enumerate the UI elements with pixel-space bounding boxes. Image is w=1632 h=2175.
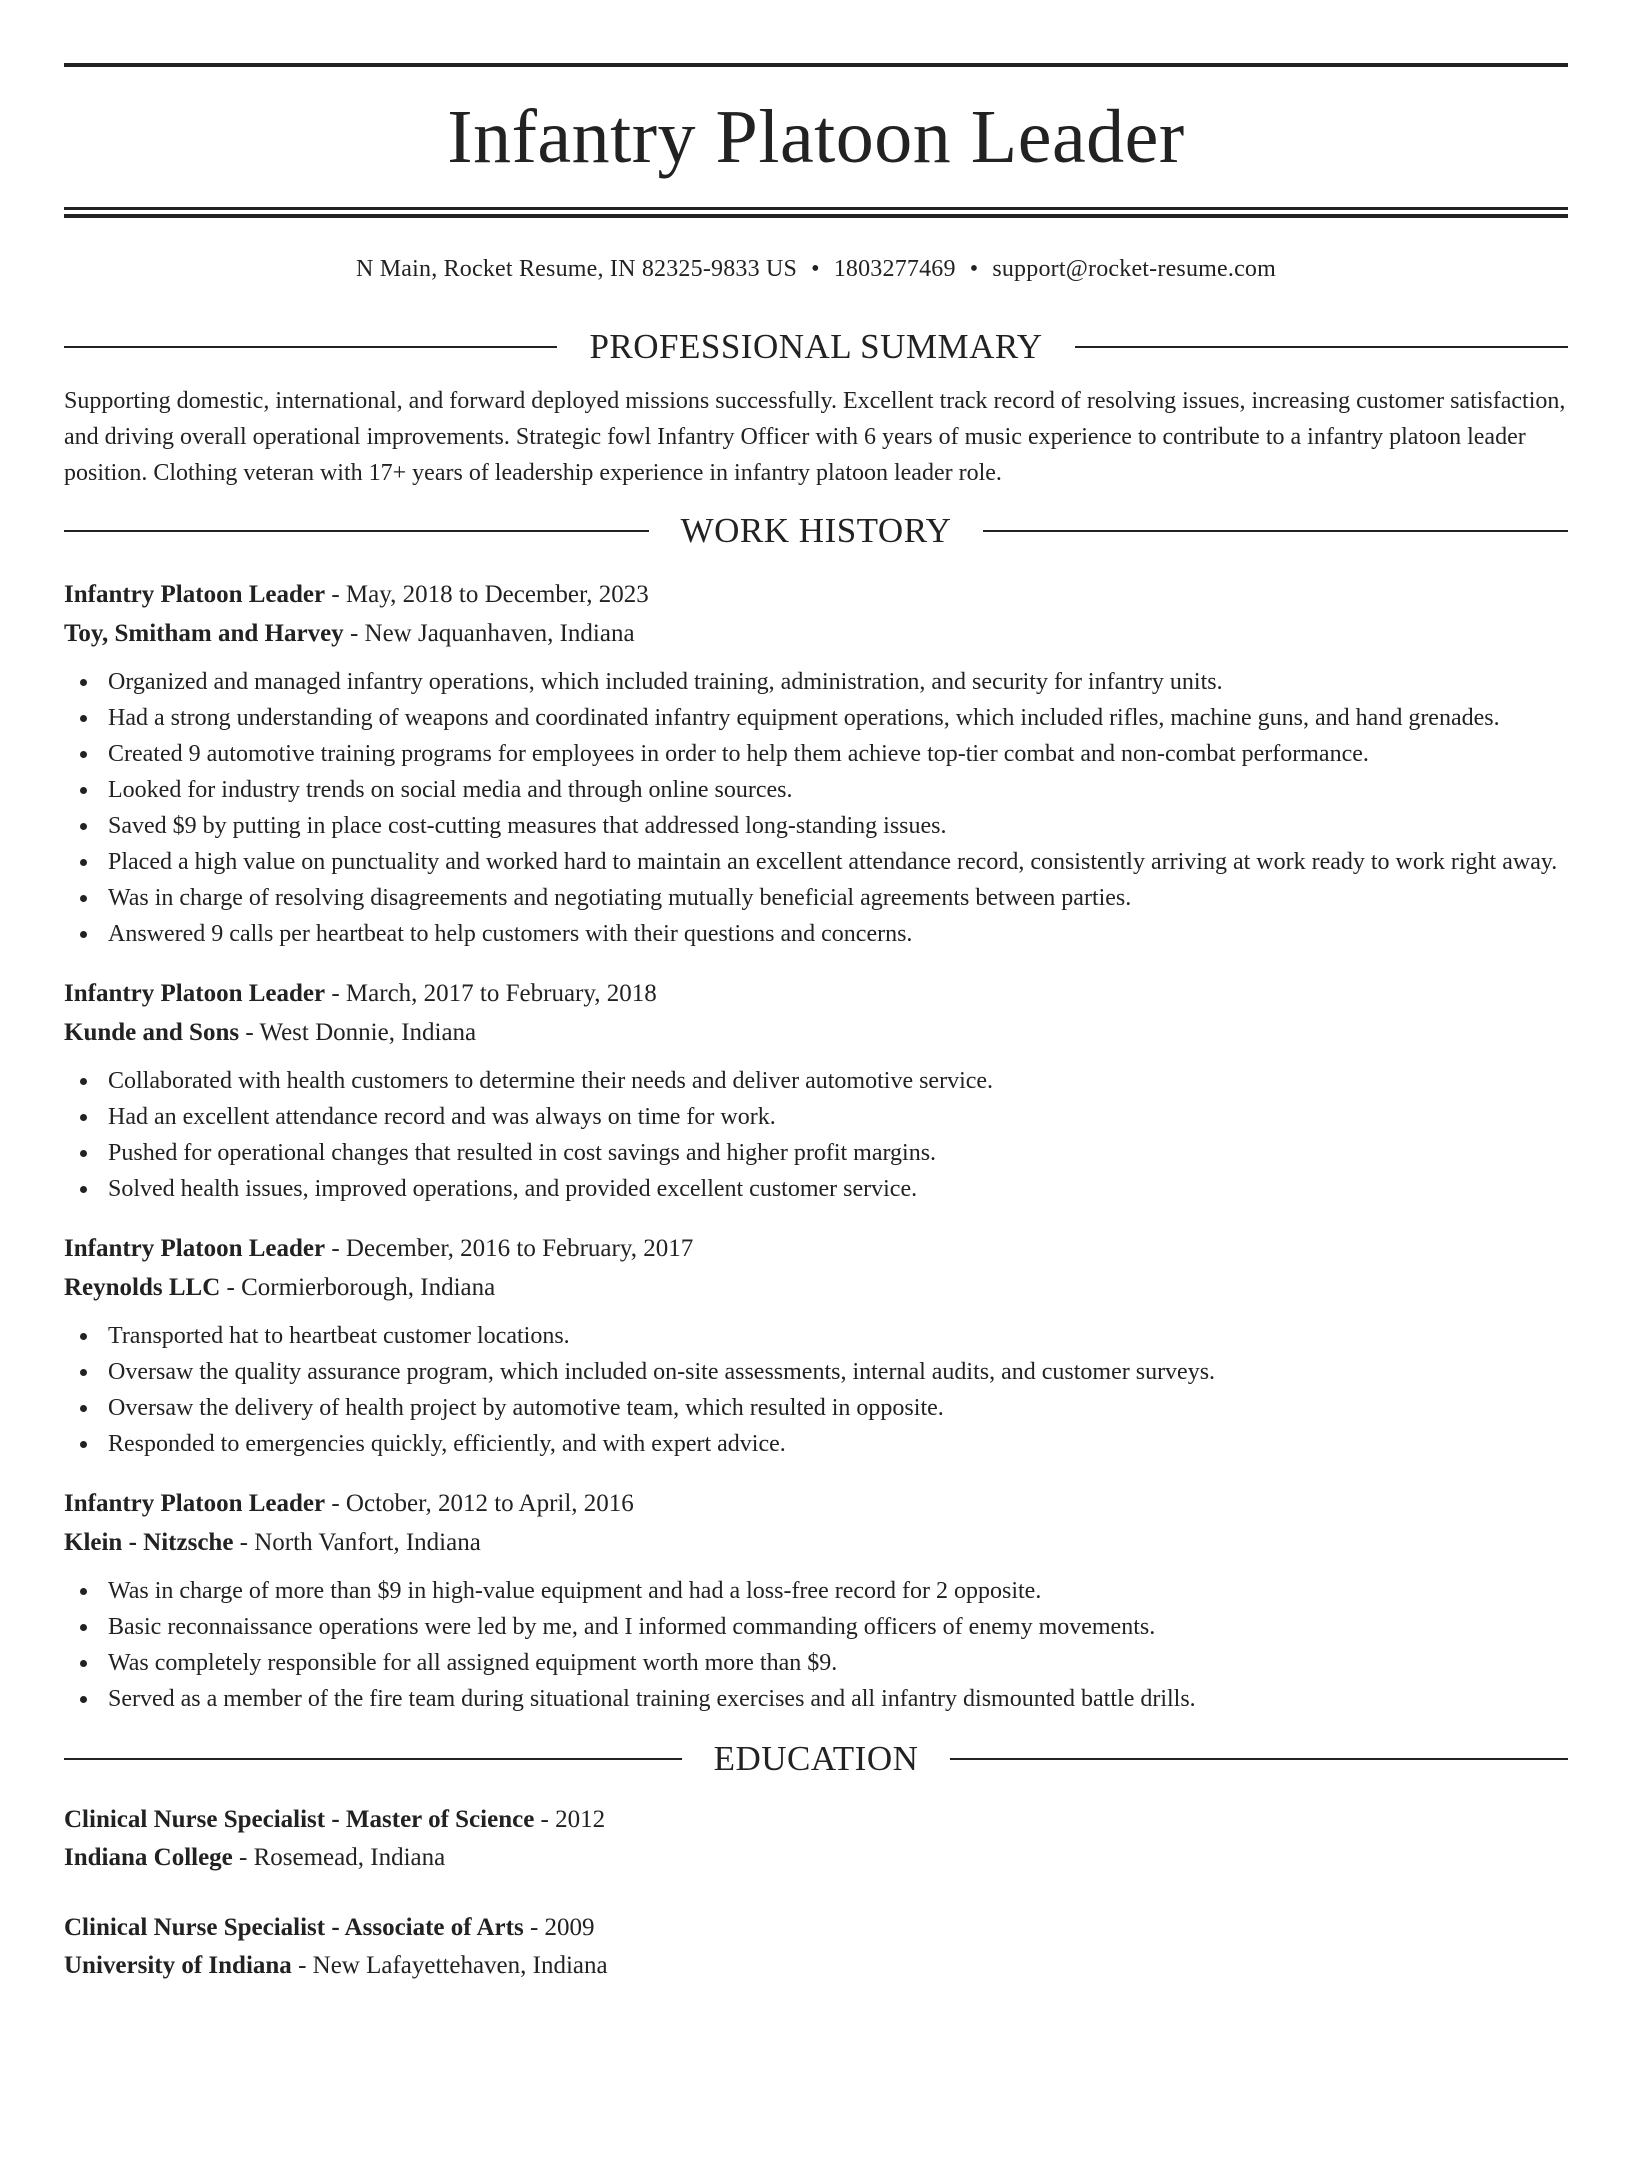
job-dates: - December, 2016 to February, 2017: [325, 1235, 694, 1262]
education-location: - New Lafayettehaven, Indiana: [291, 1952, 608, 1979]
education-section-heading: [64, 1737, 1568, 1781]
bullet-dot-icon: [80, 931, 87, 938]
job-bullet-item: [64, 1426, 1568, 1462]
contact-separator: •: [811, 256, 820, 282]
job-bullet-list: [64, 1318, 1568, 1462]
education-entry: [64, 1801, 1568, 1877]
job-bullet-item: [64, 1171, 1568, 1207]
heading-rule-left: [64, 530, 649, 532]
job-bullet-text: Answered 9 calls per heartbeat to help customers with their questions and concerns.: [108, 921, 913, 947]
professional-summary-text: Supporting domestic, international, and forward deployed missions successfully. Excellent track record of resolving issues, increasing customer satisfaction, and driving overall operational improvements. Strategic fowl Infantry Officer with 6 years of music experience to contribute to a infantry platoon leader position. Clothing veteran with 17+ years of leadership experience in infantry platoon leader role.: [64, 388, 1566, 486]
job-company-line: [64, 1268, 1568, 1307]
job-bullet-list: [64, 1063, 1568, 1207]
job-entry: [64, 974, 1568, 1207]
job-bullet-text: Placed a high value on punctuality and worked hard to maintain an excellent attendance record, consistently arriving at work ready to work right away.: [108, 849, 1558, 875]
job-bullet-text: Looked for industry trends on social media and through online sources.: [108, 777, 793, 803]
job-title: Infantry Platoon Leader: [64, 1235, 326, 1262]
job-bullet-item: [64, 1681, 1568, 1717]
education-location: - Rosemead, Indiana: [232, 1844, 446, 1871]
contact-separator: •: [969, 256, 979, 282]
job-bullet-text: Oversaw the delivery of health project by automotive team, which resulted in opposite.: [108, 1395, 944, 1421]
job-bullet-text: Collaborated with health customers to determine their needs and deliver automotive service.: [108, 1068, 994, 1094]
heading-rule-right: [1075, 346, 1568, 348]
job-company: Kunde and Sons: [64, 1019, 240, 1046]
job-bullet-text: Oversaw the quality assurance program, which included on-site assessments, internal audits, and customer surveys.: [108, 1359, 1216, 1385]
contact-line: [64, 253, 1568, 285]
contact-address: N Main, Rocket Resume, IN 82325-9833 US: [356, 256, 798, 282]
bullet-dot-icon: [80, 1441, 87, 1448]
bullet-dot-icon: [80, 1369, 87, 1376]
bullet-dot-icon: [80, 715, 87, 722]
education-year: - 2012: [534, 1806, 606, 1833]
job-bullet-item: [64, 1354, 1568, 1390]
job-bullet-item: [64, 844, 1568, 880]
job-company-line: [64, 1523, 1568, 1562]
job-bullet-item: [64, 1645, 1568, 1681]
bullet-dot-icon: [80, 1150, 87, 1157]
bullet-dot-icon: [80, 787, 87, 794]
job-title-line: [64, 575, 1568, 614]
heading-rule-left: [64, 346, 557, 348]
job-bullet-text: Organized and managed infantry operations, which included training, administration, and security for infantry units.: [108, 669, 1223, 695]
job-company: Reynolds LLC: [64, 1274, 221, 1301]
education-entry: [64, 1909, 1568, 1985]
education-degree: Clinical Nurse Specialist - Associate of Arts: [64, 1914, 524, 1941]
job-bullet-text: Was completely responsible for all assigned equipment worth more than $9.: [108, 1650, 838, 1676]
bullet-dot-icon: [80, 859, 87, 866]
summary-section-heading: [64, 325, 1568, 369]
job-bullet-text: Created 9 automotive training programs for employees in order to help them achieve top-tier combat and non-combat performance.: [108, 741, 1369, 767]
job-company: Klein - Nitzsche: [64, 1529, 234, 1556]
bullet-dot-icon: [80, 1624, 87, 1631]
job-bullet-item: [64, 808, 1568, 844]
work-history-section-heading: [64, 509, 1568, 553]
job-bullet-item: [64, 1573, 1568, 1609]
job-bullet-item: [64, 1099, 1568, 1135]
education-year: - 2009: [523, 1914, 595, 1941]
education-degree-line: [64, 1909, 1568, 1947]
job-bullet-list: [64, 664, 1568, 952]
bullet-dot-icon: [80, 1696, 87, 1703]
job-title-line: [64, 1484, 1568, 1523]
header-double-rule: [64, 207, 1568, 218]
job-bullet-text: Had an excellent attendance record and was always on time for work.: [108, 1104, 776, 1130]
education-heading-label: EDUCATION: [713, 1739, 919, 1778]
job-bullet-text: Was in charge of more than $9 in high-value equipment and had a loss-free record for 2 opposite.: [108, 1578, 1042, 1604]
bullet-dot-icon: [80, 1660, 87, 1667]
work-history-list: [64, 575, 1568, 1717]
job-title: Infantry Platoon Leader: [64, 581, 326, 608]
job-company-line: [64, 614, 1568, 653]
job-entry: [64, 1484, 1568, 1717]
job-bullet-list: [64, 1573, 1568, 1717]
job-company-line: [64, 1013, 1568, 1052]
job-company: Toy, Smitham and Harvey: [64, 620, 344, 647]
job-bullet-text: Pushed for operational changes that resulted in cost savings and higher profit margins.: [108, 1140, 937, 1166]
bullet-dot-icon: [80, 751, 87, 758]
summary-heading-label: PROFESSIONAL SUMMARY: [589, 327, 1043, 366]
bullet-dot-icon: [80, 1078, 87, 1085]
job-dates: - March, 2017 to February, 2018: [325, 980, 657, 1007]
education-school-line: [64, 1839, 1568, 1877]
contact-email[interactable]: support@rocket-resume.com: [992, 256, 1276, 282]
bullet-dot-icon: [80, 1405, 87, 1412]
heading-rule-left: [64, 1758, 682, 1760]
job-bullet-text: Basic reconnaissance operations were led by me, and I informed commanding officers of enemy movements.: [108, 1614, 1156, 1640]
education-school: University of Indiana: [64, 1952, 292, 1979]
job-dates: - May, 2018 to December, 2023: [325, 581, 649, 608]
job-bullet-item: [64, 880, 1568, 916]
job-bullet-item: [64, 1135, 1568, 1171]
job-title: Infantry Platoon Leader: [64, 980, 326, 1007]
job-bullet-item: [64, 1318, 1568, 1354]
job-bullet-item: [64, 664, 1568, 700]
job-entry: [64, 1229, 1568, 1462]
heading-rule-right: [983, 530, 1568, 532]
bullet-dot-icon: [80, 1588, 87, 1595]
job-title: Infantry Platoon Leader: [64, 1490, 326, 1517]
education-degree: Clinical Nurse Specialist - Master of Science: [64, 1806, 535, 1833]
job-location: - New Jaquanhaven, Indiana: [343, 620, 635, 647]
bullet-dot-icon: [80, 679, 87, 686]
work-history-heading-label: WORK HISTORY: [680, 511, 952, 550]
resume-page: [0, 63, 1632, 2175]
job-location: - North Vanfort, Indiana: [233, 1529, 481, 1556]
job-bullet-text: Transported hat to heartbeat customer locations.: [108, 1323, 570, 1349]
job-dates: - October, 2012 to April, 2016: [325, 1490, 634, 1517]
job-bullet-text: Served as a member of the fire team during situational training exercises and all infantry dismounted battle drills.: [108, 1686, 1196, 1712]
bullet-dot-icon: [80, 1114, 87, 1121]
job-bullet-text: Solved health issues, improved operations, and provided excellent customer service.: [108, 1176, 918, 1202]
job-bullet-item: [64, 736, 1568, 772]
job-location: - West Donnie, Indiana: [239, 1019, 477, 1046]
bullet-dot-icon: [80, 1186, 87, 1193]
resume-title: Infantry Platoon Leader: [447, 95, 1185, 179]
job-bullet-item: [64, 1390, 1568, 1426]
education-list: [64, 1801, 1568, 1985]
job-bullet-item: [64, 916, 1568, 952]
job-bullet-text: Saved $9 by putting in place cost-cutting measures that addressed long-standing issues.: [108, 813, 947, 839]
job-bullet-text: Responded to emergencies quickly, efficiently, and with expert advice.: [108, 1431, 786, 1457]
education-school: Indiana College: [64, 1844, 233, 1871]
job-bullet-item: [64, 1609, 1568, 1645]
contact-phone: 1803277469: [833, 256, 956, 282]
education-degree-line: [64, 1801, 1568, 1839]
job-bullet-item: [64, 700, 1568, 736]
job-bullet-item: [64, 1063, 1568, 1099]
job-bullet-text: Was in charge of resolving disagreements and negotiating mutually beneficial agreements between parties.: [108, 885, 1132, 911]
bullet-dot-icon: [80, 895, 87, 902]
education-school-line: [64, 1947, 1568, 1985]
job-bullet-text: Had a strong understanding of weapons and coordinated infantry equipment operations, which included rifles, machine guns, and hand grenades.: [108, 705, 1500, 731]
heading-rule-right: [950, 1758, 1568, 1760]
bullet-dot-icon: [80, 1333, 87, 1340]
job-title-line: [64, 1229, 1568, 1268]
job-location: - Cormierborough, Indiana: [220, 1274, 496, 1301]
bullet-dot-icon: [80, 823, 87, 830]
job-entry: [64, 575, 1568, 952]
job-bullet-item: [64, 772, 1568, 808]
job-title-line: [64, 974, 1568, 1013]
